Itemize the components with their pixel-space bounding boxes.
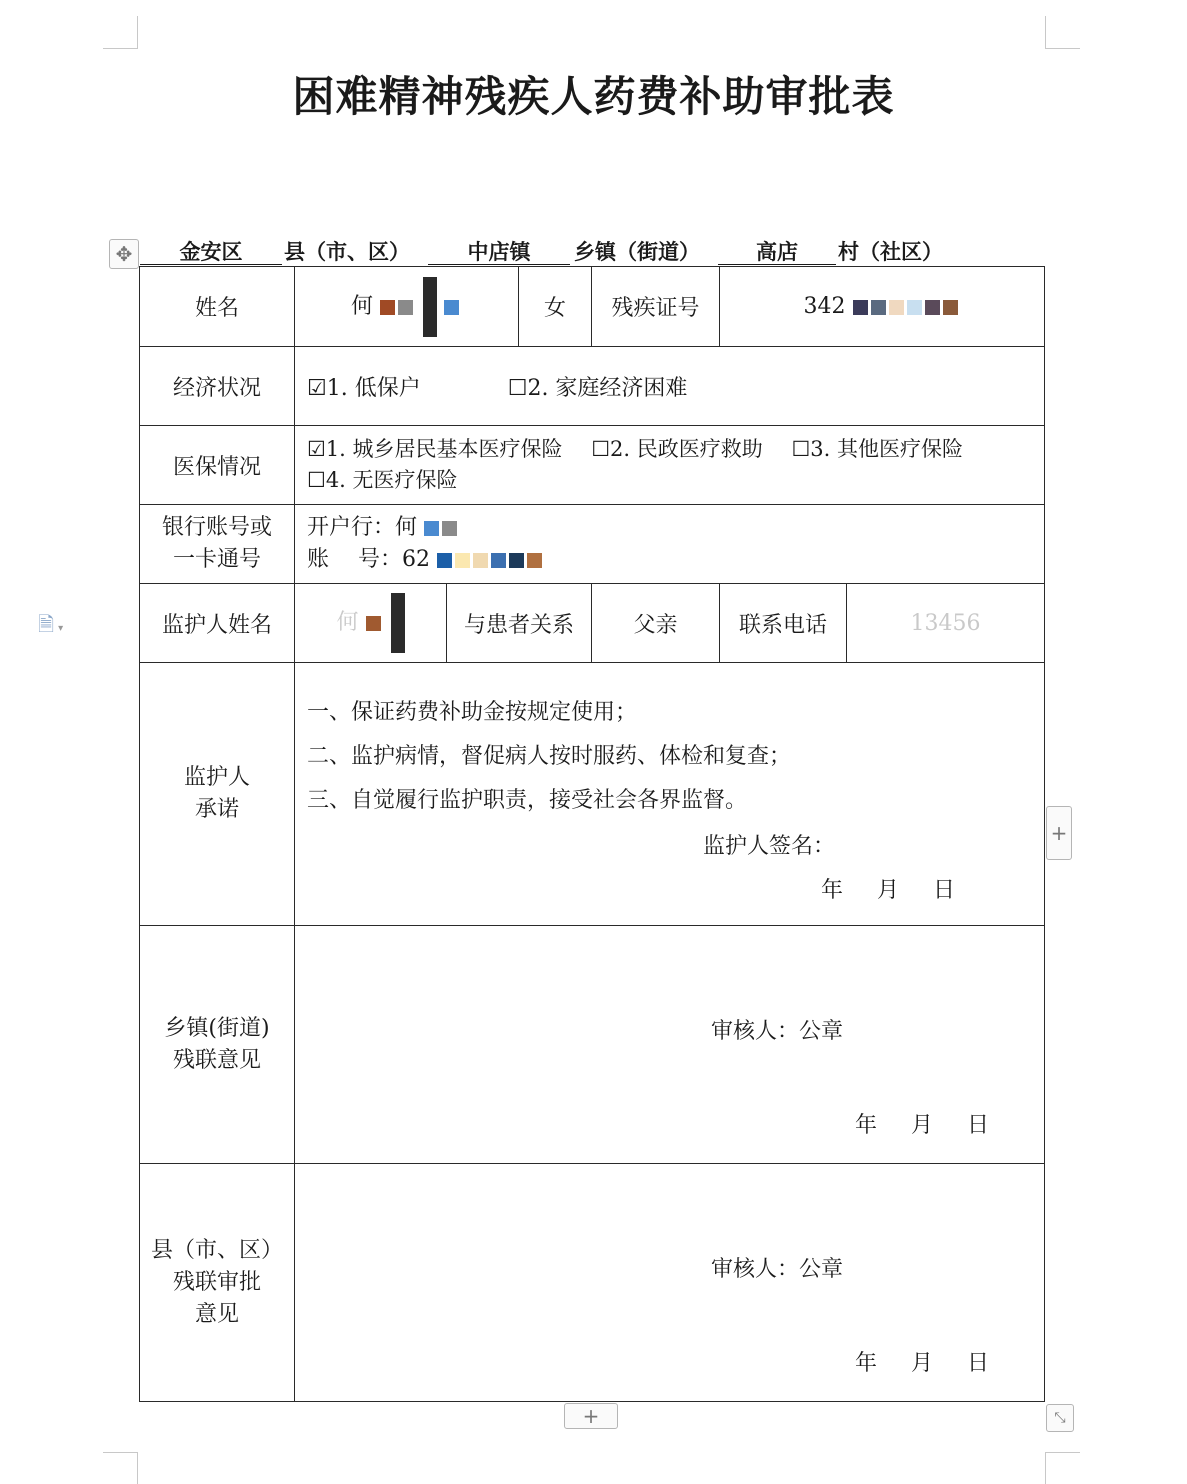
address-line: [140, 236, 1044, 266]
redaction-mosaic: [437, 544, 545, 576]
town-opinion-date[interactable]: 年 月 日: [855, 1113, 990, 1138]
economic-option-2[interactable]: ☐2. 家庭经济困难: [507, 375, 688, 401]
economic-option-1[interactable]: ☑1. 低保户: [307, 375, 421, 401]
redaction-mosaic: [424, 512, 460, 544]
bank-info[interactable]: [295, 505, 1045, 584]
county-value[interactable]: 金安区: [140, 236, 282, 265]
insurance-option-2[interactable]: ☐2. 民政医疗救助: [591, 437, 763, 461]
add-row-button[interactable]: +: [564, 1403, 618, 1429]
village-value[interactable]: 高店: [718, 236, 836, 265]
table-resize-icon[interactable]: ⤡: [1046, 1404, 1074, 1432]
pledge-item: 二、监护病情，督促病人按时服药、体检和复查；: [307, 744, 792, 769]
name-value[interactable]: 何: [295, 267, 519, 347]
pledge-content: [295, 663, 1045, 926]
insurance-label: 医保情况: [140, 426, 295, 505]
crop-mark-top-right: [1045, 16, 1080, 49]
account-number[interactable]: 账 号：62: [307, 547, 430, 572]
village-label: 村（社区）: [838, 239, 943, 264]
county-label: 县（市、区）: [284, 239, 410, 264]
table-row: [140, 926, 1045, 1164]
redaction-mosaic: [444, 294, 462, 319]
economic-label: 经济状况: [140, 347, 295, 426]
bank-name[interactable]: 开户行：何: [307, 515, 418, 540]
chevron-down-icon[interactable]: ▾: [58, 623, 64, 634]
gender-value[interactable]: 女: [519, 267, 592, 347]
guardian-signature[interactable]: 监护人签名：: [703, 834, 836, 859]
guardian-name-value[interactable]: 何: [295, 584, 447, 663]
document-icon[interactable]: 🗎 ▾: [38, 612, 64, 636]
town-opinion-content[interactable]: [295, 926, 1045, 1164]
county-opinion-content[interactable]: [295, 1164, 1045, 1402]
table-row: [140, 426, 1045, 505]
table-move-icon[interactable]: ✥: [109, 239, 139, 269]
redaction-bar: [391, 593, 405, 653]
crop-mark-bottom-left: [103, 1452, 138, 1484]
phone-value[interactable]: 13456: [847, 584, 1045, 663]
cert-label: 残疾证号: [592, 267, 720, 347]
town-opinion-label: 乡镇(街道) 残联意见: [140, 926, 295, 1164]
crop-mark-top-left: [103, 16, 138, 49]
redaction-mosaic: [366, 611, 384, 636]
phone-label: 联系电话: [720, 584, 847, 663]
town-reviewer[interactable]: 审核人：公章: [711, 1019, 844, 1044]
insurance-option-4[interactable]: ☐4. 无医疗保险: [307, 468, 458, 492]
town-label: 乡镇（街道）: [574, 239, 700, 264]
pledge-label: 监护人 承诺: [140, 663, 295, 926]
add-column-button[interactable]: +: [1046, 806, 1072, 860]
pledge-item: 三、自觉履行监护职责，接受社会各界监督。: [307, 788, 748, 813]
table-row: [140, 1164, 1045, 1402]
town-value[interactable]: 中店镇: [428, 236, 570, 265]
table-row: [140, 505, 1045, 584]
county-opinion-label: 县（市、区） 残联审批 意见: [140, 1164, 295, 1402]
bank-label: 银行账号或 一卡通号: [140, 505, 295, 584]
economic-options[interactable]: [295, 347, 1045, 426]
county-opinion-date[interactable]: 年 月 日: [855, 1351, 990, 1376]
table-row: [140, 584, 1045, 663]
cert-value[interactable]: 342: [720, 267, 1045, 347]
pledge-item: 一、保证药费补助金按规定使用；: [307, 700, 638, 725]
county-reviewer[interactable]: 审核人：公章: [711, 1257, 844, 1282]
insurance-option-1[interactable]: ☑1. 城乡居民基本医疗保险: [307, 437, 563, 461]
redaction-bar: [423, 277, 437, 337]
name-label: 姓名: [140, 267, 295, 347]
relation-label: 与患者关系: [447, 584, 592, 663]
crop-mark-bottom-right: [1045, 1452, 1080, 1484]
redaction-mosaic: [853, 294, 961, 319]
redaction-mosaic: [380, 294, 416, 319]
insurance-option-3[interactable]: ☐3. 其他医疗保险: [791, 437, 964, 461]
guardian-name-label: 监护人姓名: [140, 584, 295, 663]
table-row: [140, 267, 1045, 347]
insurance-options[interactable]: [295, 426, 1045, 505]
table-row: [140, 347, 1045, 426]
pledge-date[interactable]: 年 月 日: [821, 878, 956, 903]
approval-table: [139, 266, 1045, 1402]
document-title: 困难精神残疾人药费补助审批表: [292, 72, 895, 121]
relation-value[interactable]: 父亲: [592, 584, 720, 663]
table-row: [140, 663, 1045, 926]
